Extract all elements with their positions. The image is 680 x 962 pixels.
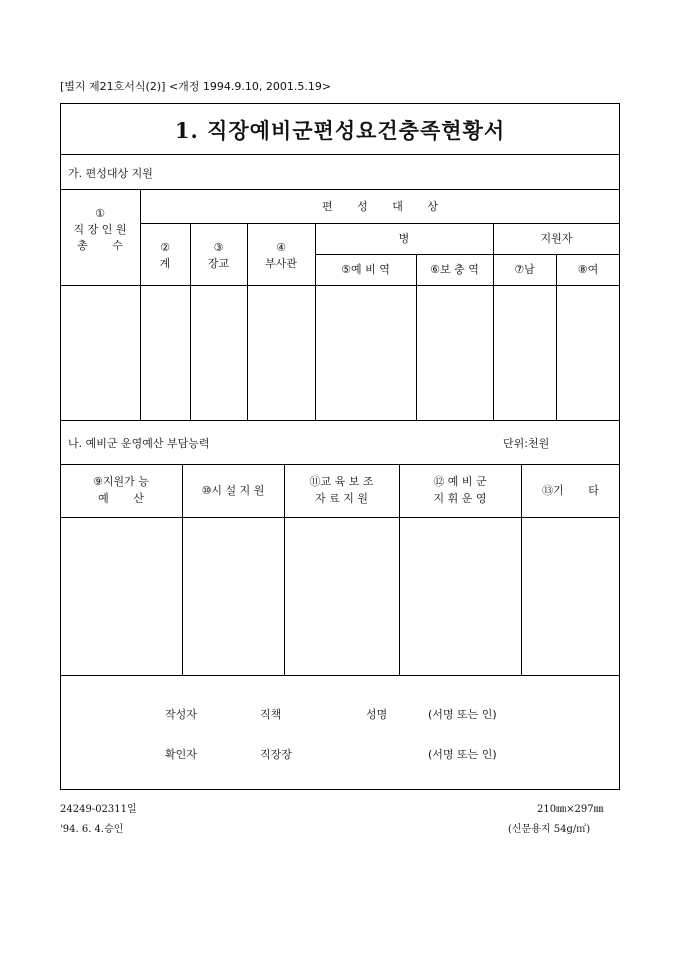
rule-table-b-header-bottom — [60, 517, 620, 518]
sign-or-seal-1: (서명 또는 인) — [428, 708, 497, 721]
rule-table-b-bottom — [60, 675, 620, 676]
col-sum-label: 계 — [159, 257, 171, 270]
col-total-number: ① — [95, 207, 105, 220]
approval-date: '94. 6. 4.승인 — [60, 824, 124, 835]
rule-table-a-header-bottom — [60, 285, 620, 286]
position-label: 직책 — [260, 708, 282, 721]
soldier-header: 병 — [398, 232, 410, 245]
rule-section-b-bottom — [60, 464, 620, 465]
writer-label: 작성자 — [165, 708, 197, 721]
paper-size: 210㎜×297㎜ — [537, 804, 604, 815]
sign-or-seal-2: (서명 또는 인) — [428, 748, 497, 761]
col-total-label-1: 직 장 인 원 — [73, 223, 127, 236]
vrule-a5 — [416, 254, 417, 420]
col-total-label-2: 총 수 — [77, 239, 123, 252]
col-nco-label: 부사관 — [265, 257, 297, 270]
rule-group-header-bottom — [140, 223, 620, 224]
rule-subheader-bottom — [315, 254, 620, 255]
col-education-support-2: 자 료 지 원 — [315, 492, 368, 505]
col-budget-2: 예 산 — [98, 492, 144, 505]
section-b-label: 나. 예비군 운영예산 부담능력 — [68, 437, 210, 450]
col-reserve-command-2: 지 휘 운 영 — [433, 492, 487, 505]
form-title: 1. 직장예비군편성요건충족현황서 — [174, 118, 506, 143]
vrule-a7 — [556, 254, 557, 420]
group-header-target: 편 성 대 상 — [322, 200, 438, 213]
col-reserve-command-1: ⑫ 예 비 군 — [433, 475, 487, 488]
col-female: ⑧여 — [577, 263, 599, 276]
vrule-a4 — [315, 223, 316, 420]
name-label: 성명 — [366, 708, 388, 721]
col-facility-support: ⑩시 설 지 원 — [201, 484, 265, 497]
col-nco-number: ④ — [276, 241, 286, 254]
form-reference: [별지 제21호서식(2)] <개정 1994.9.10, 2001.5.19> — [60, 80, 332, 93]
col-sum-number: ② — [160, 241, 170, 254]
form-code: 24249-02311일 — [60, 804, 137, 815]
col-supplementary: ⑥보 충 역 — [430, 263, 479, 276]
vrule-a1 — [140, 189, 141, 420]
rule-table-a-bottom — [60, 420, 620, 421]
col-other: ⑬기 타 — [542, 484, 599, 497]
checker-label: 확인자 — [165, 748, 197, 761]
col-officer-number: ③ — [213, 241, 224, 254]
unit-label: 단위:천원 — [503, 437, 550, 450]
col-budget-1: ⑨지원가 능 — [93, 475, 149, 488]
col-reserve: ⑤예 비 역 — [341, 263, 390, 276]
col-male: ⑦남 — [514, 263, 535, 276]
paper-type: (신문용지 54g/㎡) — [508, 824, 591, 835]
col-officer-label: 장교 — [207, 257, 230, 270]
col-education-support-1: ⑪교 육 보 조 — [309, 475, 374, 488]
section-a-label: 가. 편성대상 지원 — [68, 167, 153, 180]
rule-section-a-bottom — [60, 189, 620, 190]
volunteer-header: 지원자 — [540, 232, 573, 245]
vrule-a6 — [493, 223, 494, 420]
workplace-head-label: 직장장 — [260, 748, 292, 761]
rule-title-bottom — [60, 154, 620, 155]
